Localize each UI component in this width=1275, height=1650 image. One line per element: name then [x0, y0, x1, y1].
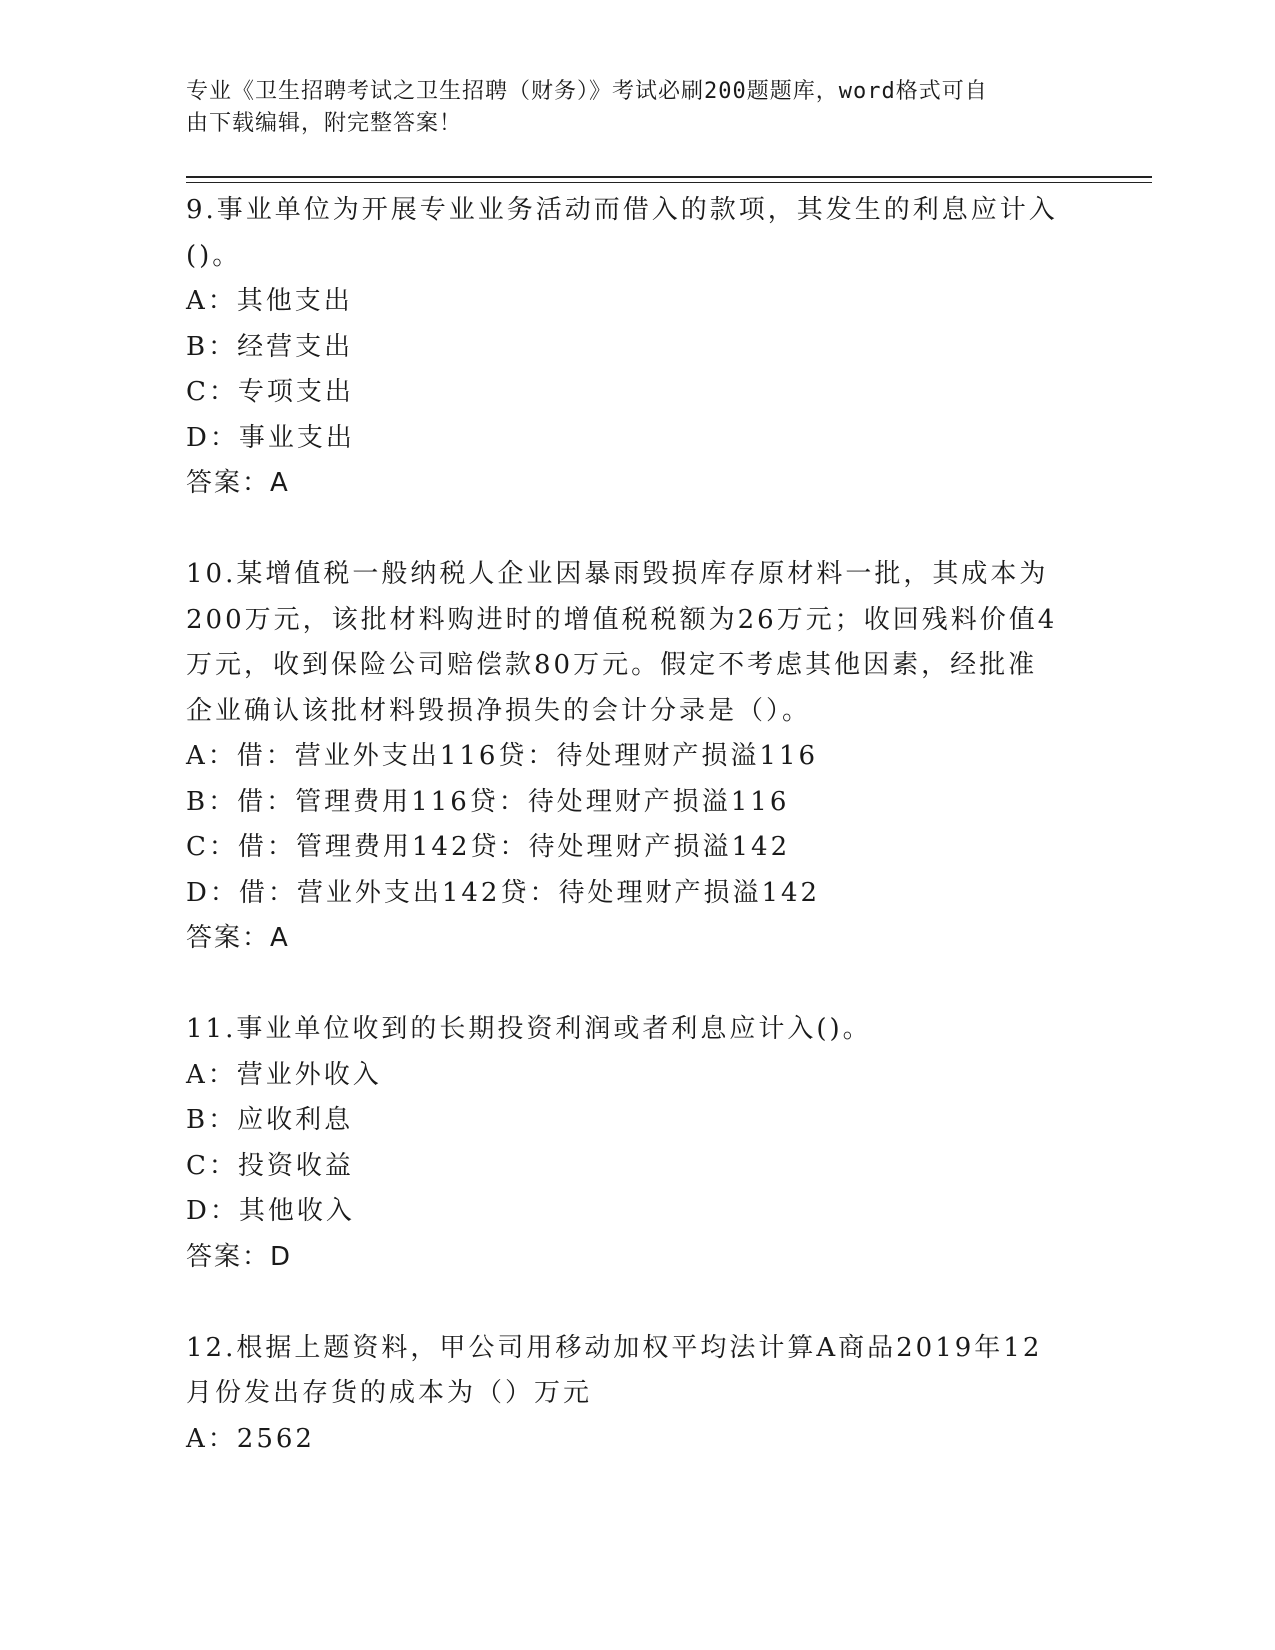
option-a: A：其他支出 [186, 286, 353, 316]
answer-line: 答案：A [186, 923, 290, 953]
answer-line: 答案：A [186, 468, 290, 498]
option-c: C：专项支出 [186, 377, 354, 407]
option-c: C：借：管理费用142贷：待处理财产损溢142 [186, 832, 791, 862]
option-a: A：营业外收入 [186, 1059, 382, 1090]
question-list [186, 188, 1066, 1462]
question-12 [186, 1326, 1066, 1463]
header-divider-thin [186, 182, 1152, 183]
question-text: 11.事业单位收到的长期投资利润或者利息应计入()。 [186, 1014, 872, 1044]
spacer [186, 1280, 1066, 1326]
question-11 [186, 1007, 1066, 1280]
document-header [186, 76, 1066, 140]
option-d: D：其他收入 [186, 1196, 355, 1226]
question-10 [186, 552, 1066, 962]
option-a: A：2562 [186, 1423, 315, 1454]
option-c: C：投资收益 [186, 1150, 354, 1181]
option-d: D：借：营业外支出142贷：待处理财产损溢142 [186, 877, 821, 908]
option-a: A：借：营业外支出116贷：待处理财产损溢116 [186, 741, 819, 771]
answer-line: 答案：D [186, 1241, 293, 1272]
question-9 [186, 188, 1066, 507]
option-d: D：事业支出 [186, 422, 355, 453]
option-b: B：借：管理费用116贷：待处理财产损溢116 [186, 786, 790, 817]
question-text: 10.某增值税一般纳税人企业因暴雨毁损库存原材料一批，其成本为200万元，该批材料购进时的增值税税额为26万元；收回残料价值4万元，收到保险公司赔偿款80万元。假定不考虑其他因素，经批准企业确认该批材料毁损净损失的会计分录是（）。 [186, 559, 1058, 726]
option-b: B：经营支出 [186, 331, 354, 362]
spacer [186, 507, 1066, 553]
header-divider-thick [186, 176, 1152, 178]
spacer [186, 962, 1066, 1008]
option-b: B：应收利息 [186, 1105, 354, 1135]
header-line-2: 由下载编辑，附完整答案！ [186, 111, 463, 136]
header-line-1: 专业《卫生招聘考试之卫生招聘（财务）》考试必刷200题题库，word格式可自 [186, 79, 988, 104]
question-text: 12.根据上题资料，甲公司用移动加权平均法计算A商品2019年12月份发出存货的成本为（）万元 [186, 1332, 1043, 1408]
question-text: 9.事业单位为开展专业业务活动而借入的款项，其发生的利息应计入()。 [186, 195, 1058, 271]
